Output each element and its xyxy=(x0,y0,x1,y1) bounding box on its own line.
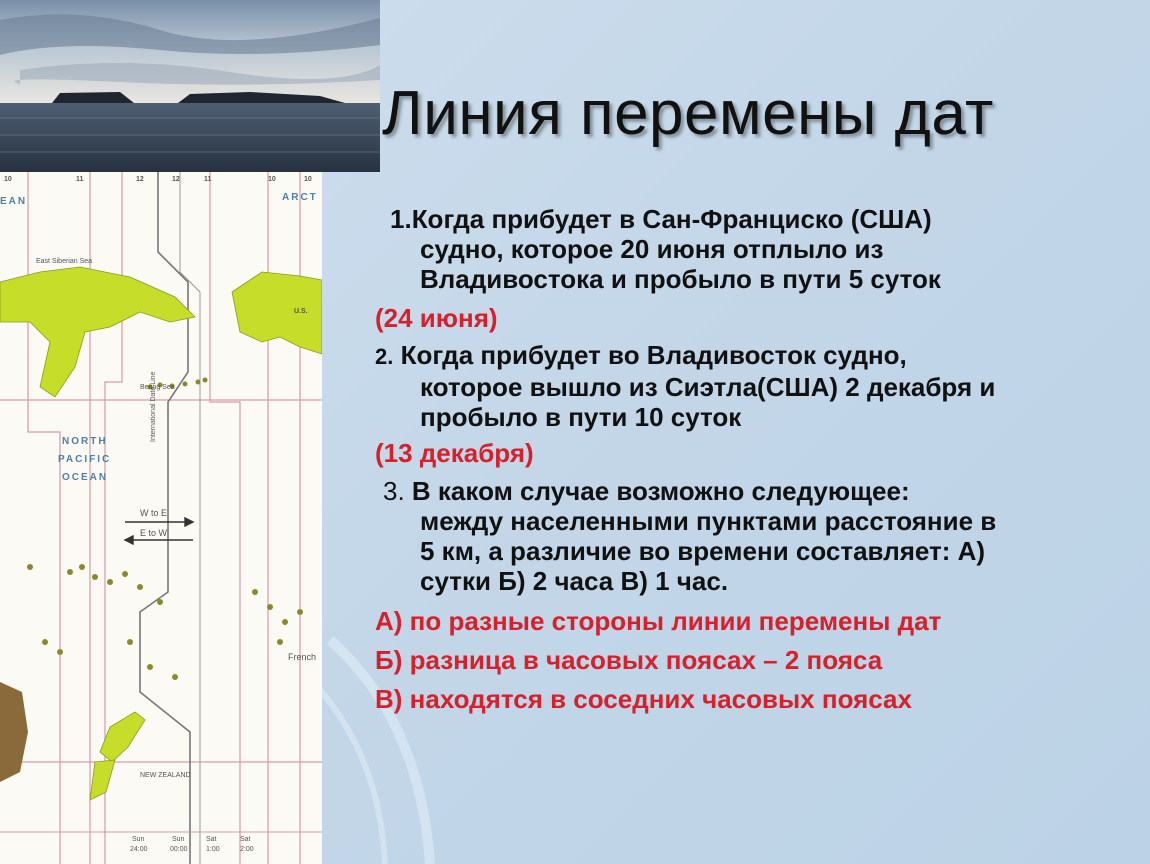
question-line: В каком случае возможно следующее: xyxy=(411,476,910,506)
map-label-north: NORTH xyxy=(62,436,108,447)
bottom-time: 24:00 xyxy=(130,846,148,853)
question-line: судно, которое 20 июня отплыло из xyxy=(420,234,884,264)
map-label-french: French xyxy=(288,652,317,662)
map-label-idl: International Date Line xyxy=(150,371,157,442)
zone-number: 11 xyxy=(76,176,84,183)
question-2 xyxy=(375,340,1140,432)
bottom-day: Sun xyxy=(132,836,145,843)
zone-number: 10 xyxy=(268,176,276,183)
sea-photo xyxy=(0,0,380,172)
map-label-e-to-w: E to W xyxy=(140,528,168,538)
question-line: пробыло в пути 10 суток xyxy=(420,402,742,432)
map-label-arctic: ARCT xyxy=(282,192,318,203)
question-number: 1. xyxy=(390,204,412,234)
slide-title: Линия перемены дат xyxy=(382,79,994,148)
question-line: 5 км, а различие во времени составляет: А) xyxy=(420,536,986,566)
question-line: которое вышло из Сиэтла(США) 2 декабря и xyxy=(420,372,996,402)
answer-3c: В) находятся в соседних часовых поясах xyxy=(375,684,912,714)
question-number: 2. xyxy=(375,344,394,369)
map-label-east-siberian-sea: East Siberian Sea xyxy=(36,258,93,265)
question-line: Когда прибудет в Сан-Франциско (США) xyxy=(411,204,932,234)
bottom-time: 00:00 xyxy=(170,846,188,853)
zone-number: 11 xyxy=(204,176,212,183)
map-label-new-zealand: NEW ZEALAND xyxy=(140,772,191,779)
zone-number: 10 xyxy=(304,176,312,183)
map-label-ocean-left: EAN xyxy=(0,196,28,207)
bottom-day: Sat xyxy=(240,836,251,843)
question-line: сутки Б) 2 часа В) 1 час. xyxy=(420,566,729,596)
map-label-pacific: PACIFIC xyxy=(58,454,112,465)
question-number: 3. xyxy=(383,476,405,506)
question-3 xyxy=(383,476,1143,596)
time-zone-map xyxy=(0,172,322,864)
bottom-time: 1:00 xyxy=(206,846,220,853)
bottom-time: 2:00 xyxy=(240,846,254,853)
map-label-w-to-e: W to E xyxy=(140,508,168,518)
zone-number: 12 xyxy=(136,176,144,183)
bottom-day: Sun xyxy=(172,836,185,843)
question-line: Когда прибудет во Владивосток судно, xyxy=(400,340,907,370)
map-label-ocean: OCEAN xyxy=(62,472,109,483)
zone-number: 10 xyxy=(4,176,12,183)
bottom-day: Sat xyxy=(206,836,217,843)
question-line: Владивостока и пробыло в пути 5 суток xyxy=(420,264,941,294)
answer-3a: А) по разные стороны линии перемены дат xyxy=(375,606,942,636)
answer-2: (13 декабря) xyxy=(375,438,534,468)
answer-3b: Б) разница в часовых поясах – 2 пояса xyxy=(375,645,883,675)
question-1 xyxy=(390,204,1130,294)
map-label-us: U.S. xyxy=(294,308,308,315)
answer-1: (24 июня) xyxy=(375,303,498,333)
zone-number: 12 xyxy=(172,176,180,183)
map-label-bering-sea: Bering Sea xyxy=(140,384,175,391)
question-line: между населенными пунктами расстояние в xyxy=(420,506,997,536)
